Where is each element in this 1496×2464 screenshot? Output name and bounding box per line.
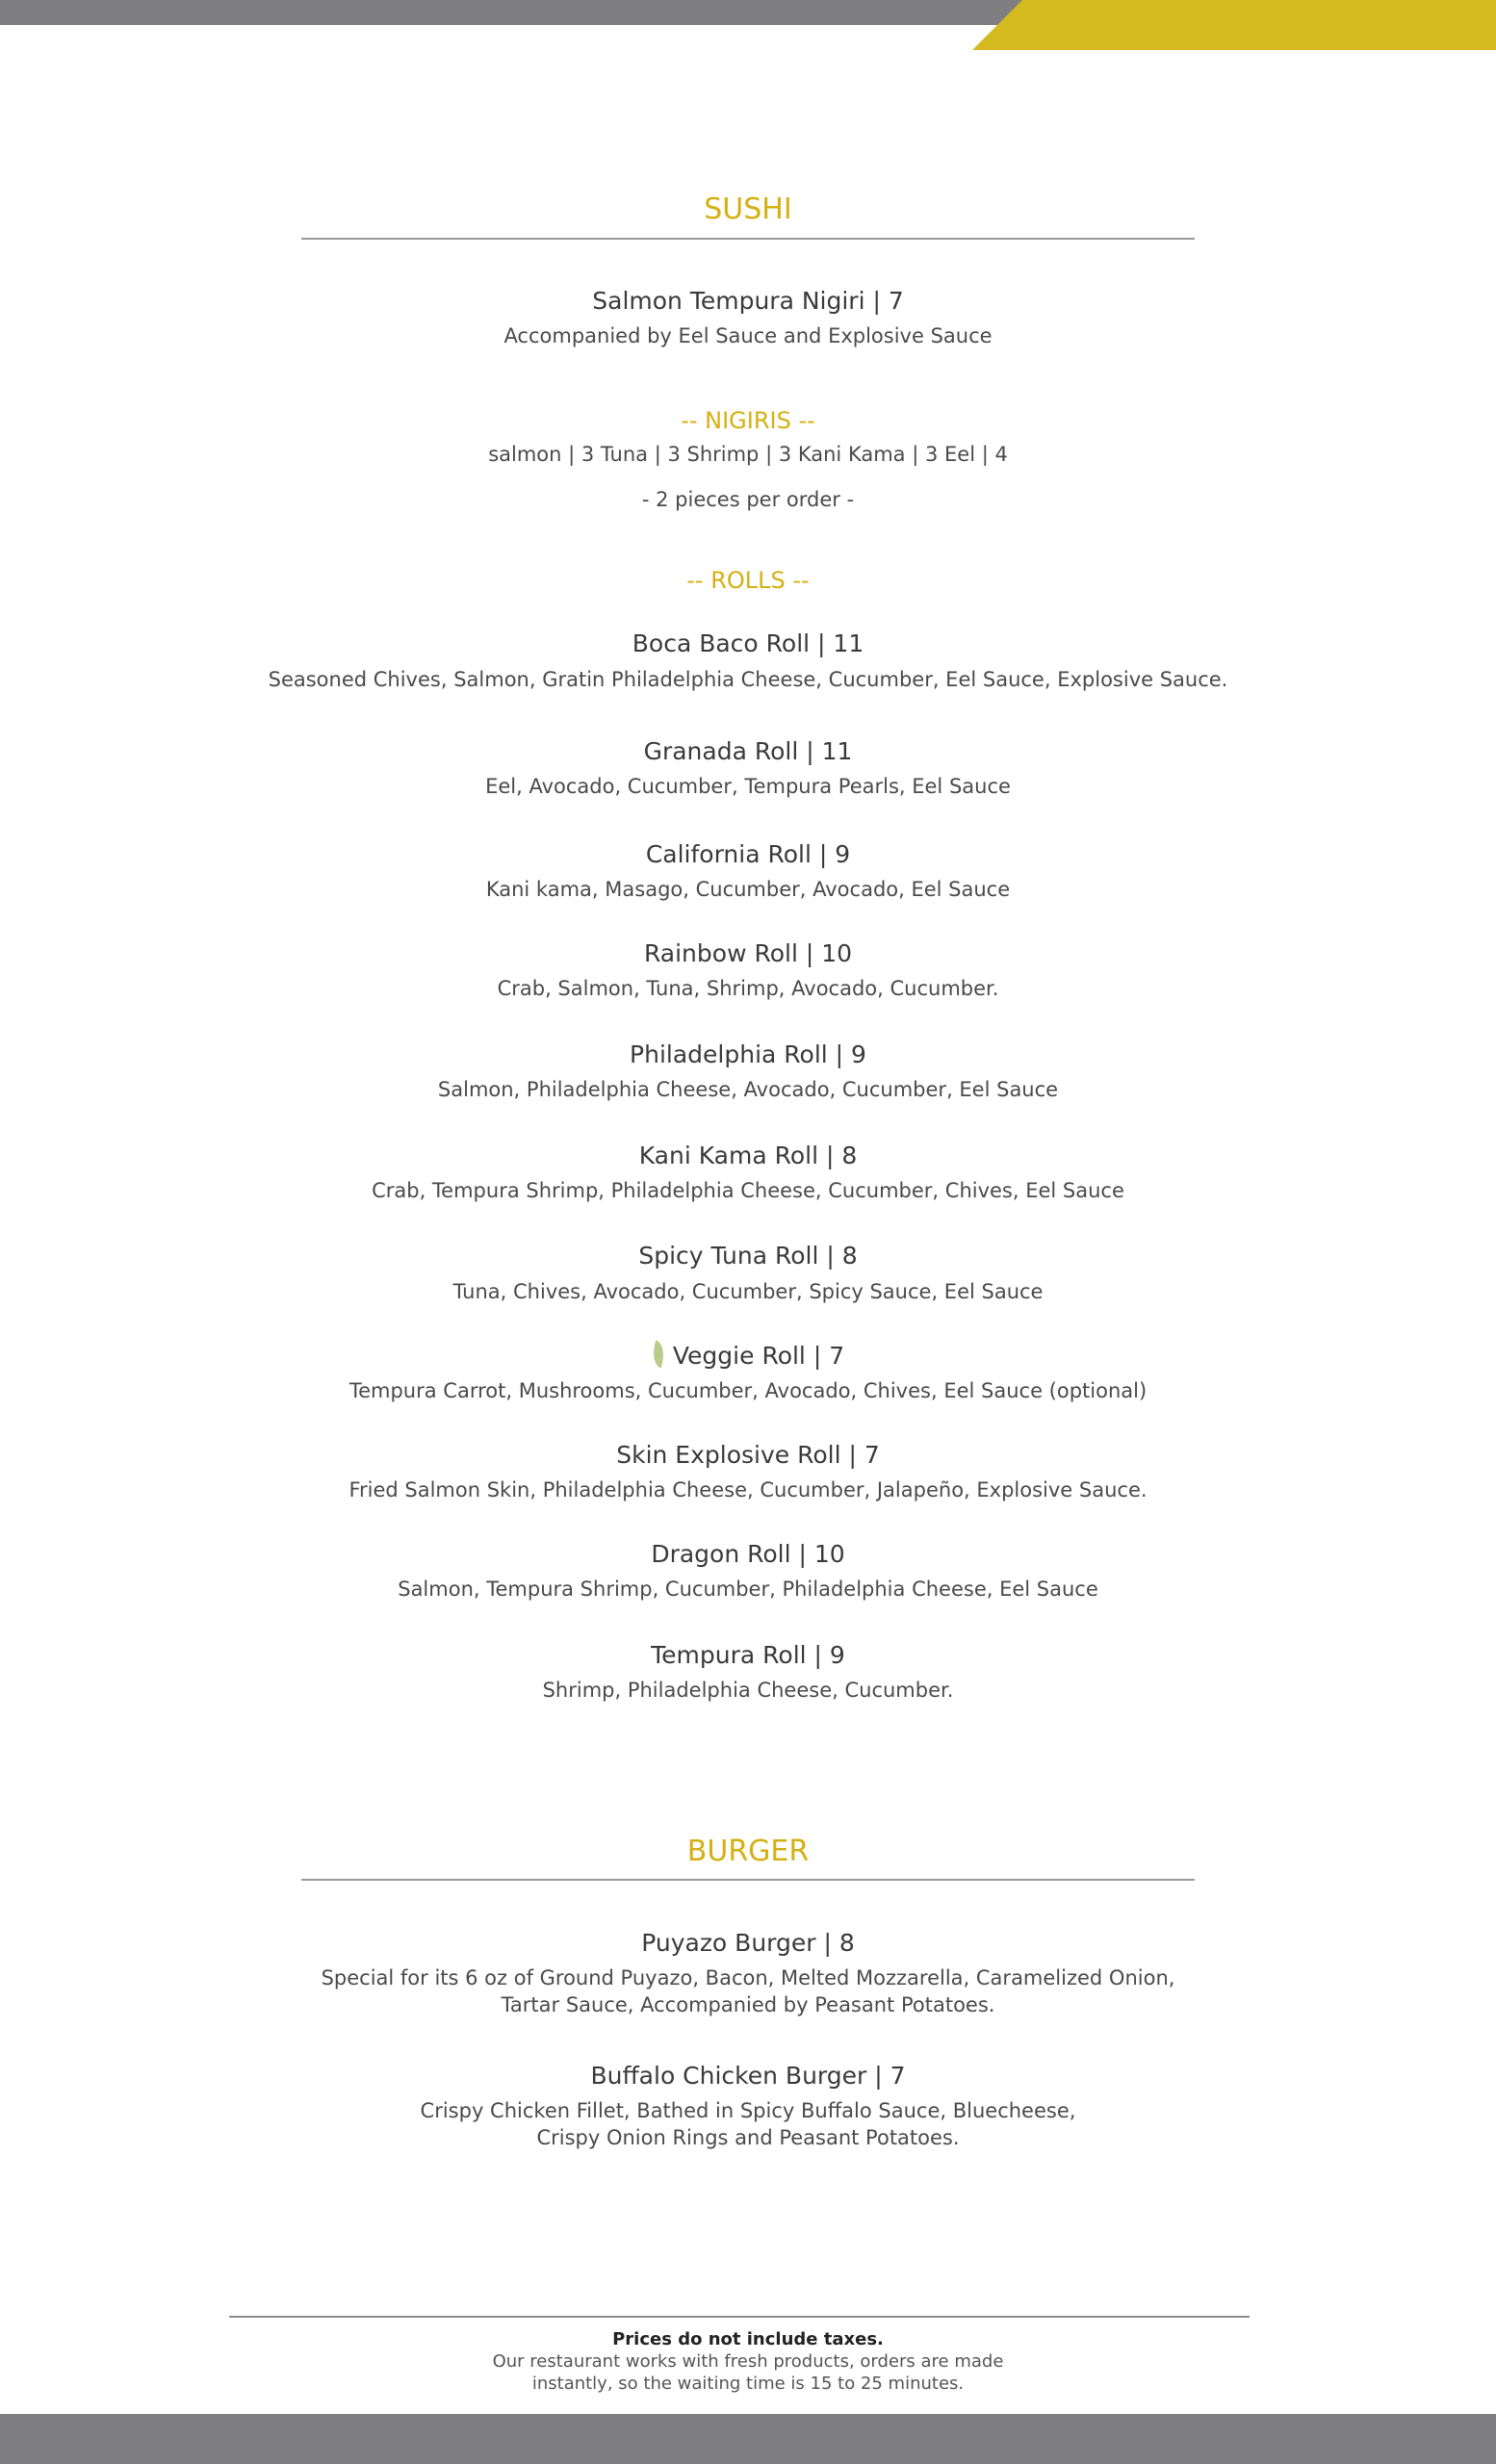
roll-desc: Crab, Tempura Shrimp, Philadelphia Cheese, Cucumber, Chives, Eel Sauce xyxy=(372,1179,1124,1202)
roll-name: Philadelphia Roll | 9 xyxy=(630,1040,866,1068)
top-accent-bar xyxy=(972,0,1496,50)
roll-name: Tempura Roll | 9 xyxy=(651,1641,845,1669)
nigiris-note: - 2 pieces per order - xyxy=(641,488,855,511)
burger-name: Puyazo Burger | 8 xyxy=(641,1929,855,1957)
sushi-title: SUSHI xyxy=(704,192,792,226)
roll-name: Spicy Tuna Roll | 8 xyxy=(638,1242,858,1270)
feature-item-desc: Accompanied by Eel Sauce and Explosive Sauce xyxy=(503,324,993,347)
burger-desc-line: Special for its 6 oz of Ground Puyazo, Bacon, Melted Mozzarella, Caramelized Onion, xyxy=(321,1966,1175,1989)
nigiris-items: salmon | 3 Tuna | 3 Shrimp | 3 Kani Kama | 3 Eel | 4 xyxy=(488,443,1008,466)
roll-desc: Eel, Avocado, Cucumber, Tempura Pearls, Eel Sauce xyxy=(485,775,1011,798)
veggie-roll-row xyxy=(0,1342,1496,1370)
roll-desc: Salmon, Tempura Shrimp, Cucumber, Philadelphia Cheese, Eel Sauce xyxy=(398,1578,1098,1601)
roll-desc: Kani kama, Masago, Cucumber, Avocado, Eel Sauce xyxy=(485,878,1011,901)
roll-name: Veggie Roll | 7 xyxy=(672,1342,845,1370)
footer-text-line: instantly, so the waiting time is 15 to 25 minutes. xyxy=(531,2374,965,2394)
footer-tax-note: Prices do not include taxes. xyxy=(612,2329,884,2349)
footer-divider xyxy=(229,2316,1250,2318)
roll-desc: Seasoned Chives, Salmon, Gratin Philadelphia Cheese, Cucumber, Eel Sauce, Explosive Sauce. xyxy=(268,668,1228,691)
roll-desc: Tuna, Chives, Avocado, Cucumber, Spicy Sauce, Eel Sauce xyxy=(452,1280,1044,1303)
sushi-divider xyxy=(301,238,1195,240)
bottom-bar xyxy=(0,2414,1496,2464)
roll-name: Granada Roll | 11 xyxy=(643,737,853,765)
roll-desc: Salmon, Philadelphia Cheese, Avocado, Cucumber, Eel Sauce xyxy=(437,1078,1059,1101)
roll-desc: Crab, Salmon, Tuna, Shrimp, Avocado, Cucumber. xyxy=(497,977,999,1000)
roll-name: Kani Kama Roll | 8 xyxy=(638,1142,858,1169)
roll-name: Dragon Roll | 10 xyxy=(651,1540,845,1568)
leaf-icon xyxy=(648,1340,668,1368)
burger-divider xyxy=(301,1879,1195,1881)
roll-name: California Roll | 9 xyxy=(645,840,851,868)
roll-desc: Shrimp, Philadelphia Cheese, Cucumber. xyxy=(542,1679,954,1702)
burger-name: Buffalo Chicken Burger | 7 xyxy=(590,2062,906,2090)
footer-text-line: Our restaurant works with fresh products, orders are made xyxy=(492,2351,1004,2372)
feature-item-name: Salmon Tempura Nigiri | 7 xyxy=(592,287,904,315)
burger-title: BURGER xyxy=(686,1835,810,1868)
roll-desc: Fried Salmon Skin, Philadelphia Cheese, Cucumber, Jalapeño, Explosive Sauce. xyxy=(348,1478,1148,1502)
roll-name: Boca Baco Roll | 11 xyxy=(632,629,864,657)
burger-desc-line: Crispy Chicken Fillet, Bathed in Spicy Buffalo Sauce, Bluecheese, xyxy=(420,2099,1076,2122)
burger-desc-line: Tartar Sauce, Accompanied by Peasant Potatoes. xyxy=(501,1993,995,2016)
rolls-title: -- ROLLS -- xyxy=(686,567,810,594)
nigiris-title: -- NIGIRIS -- xyxy=(681,407,815,434)
roll-desc: Tempura Carrot, Mushrooms, Cucumber, Avocado, Chives, Eel Sauce (optional) xyxy=(348,1379,1148,1402)
burger-desc-line: Crispy Onion Rings and Peasant Potatoes. xyxy=(536,2126,960,2149)
roll-name: Rainbow Roll | 10 xyxy=(643,939,853,967)
roll-name: Skin Explosive Roll | 7 xyxy=(616,1441,880,1469)
